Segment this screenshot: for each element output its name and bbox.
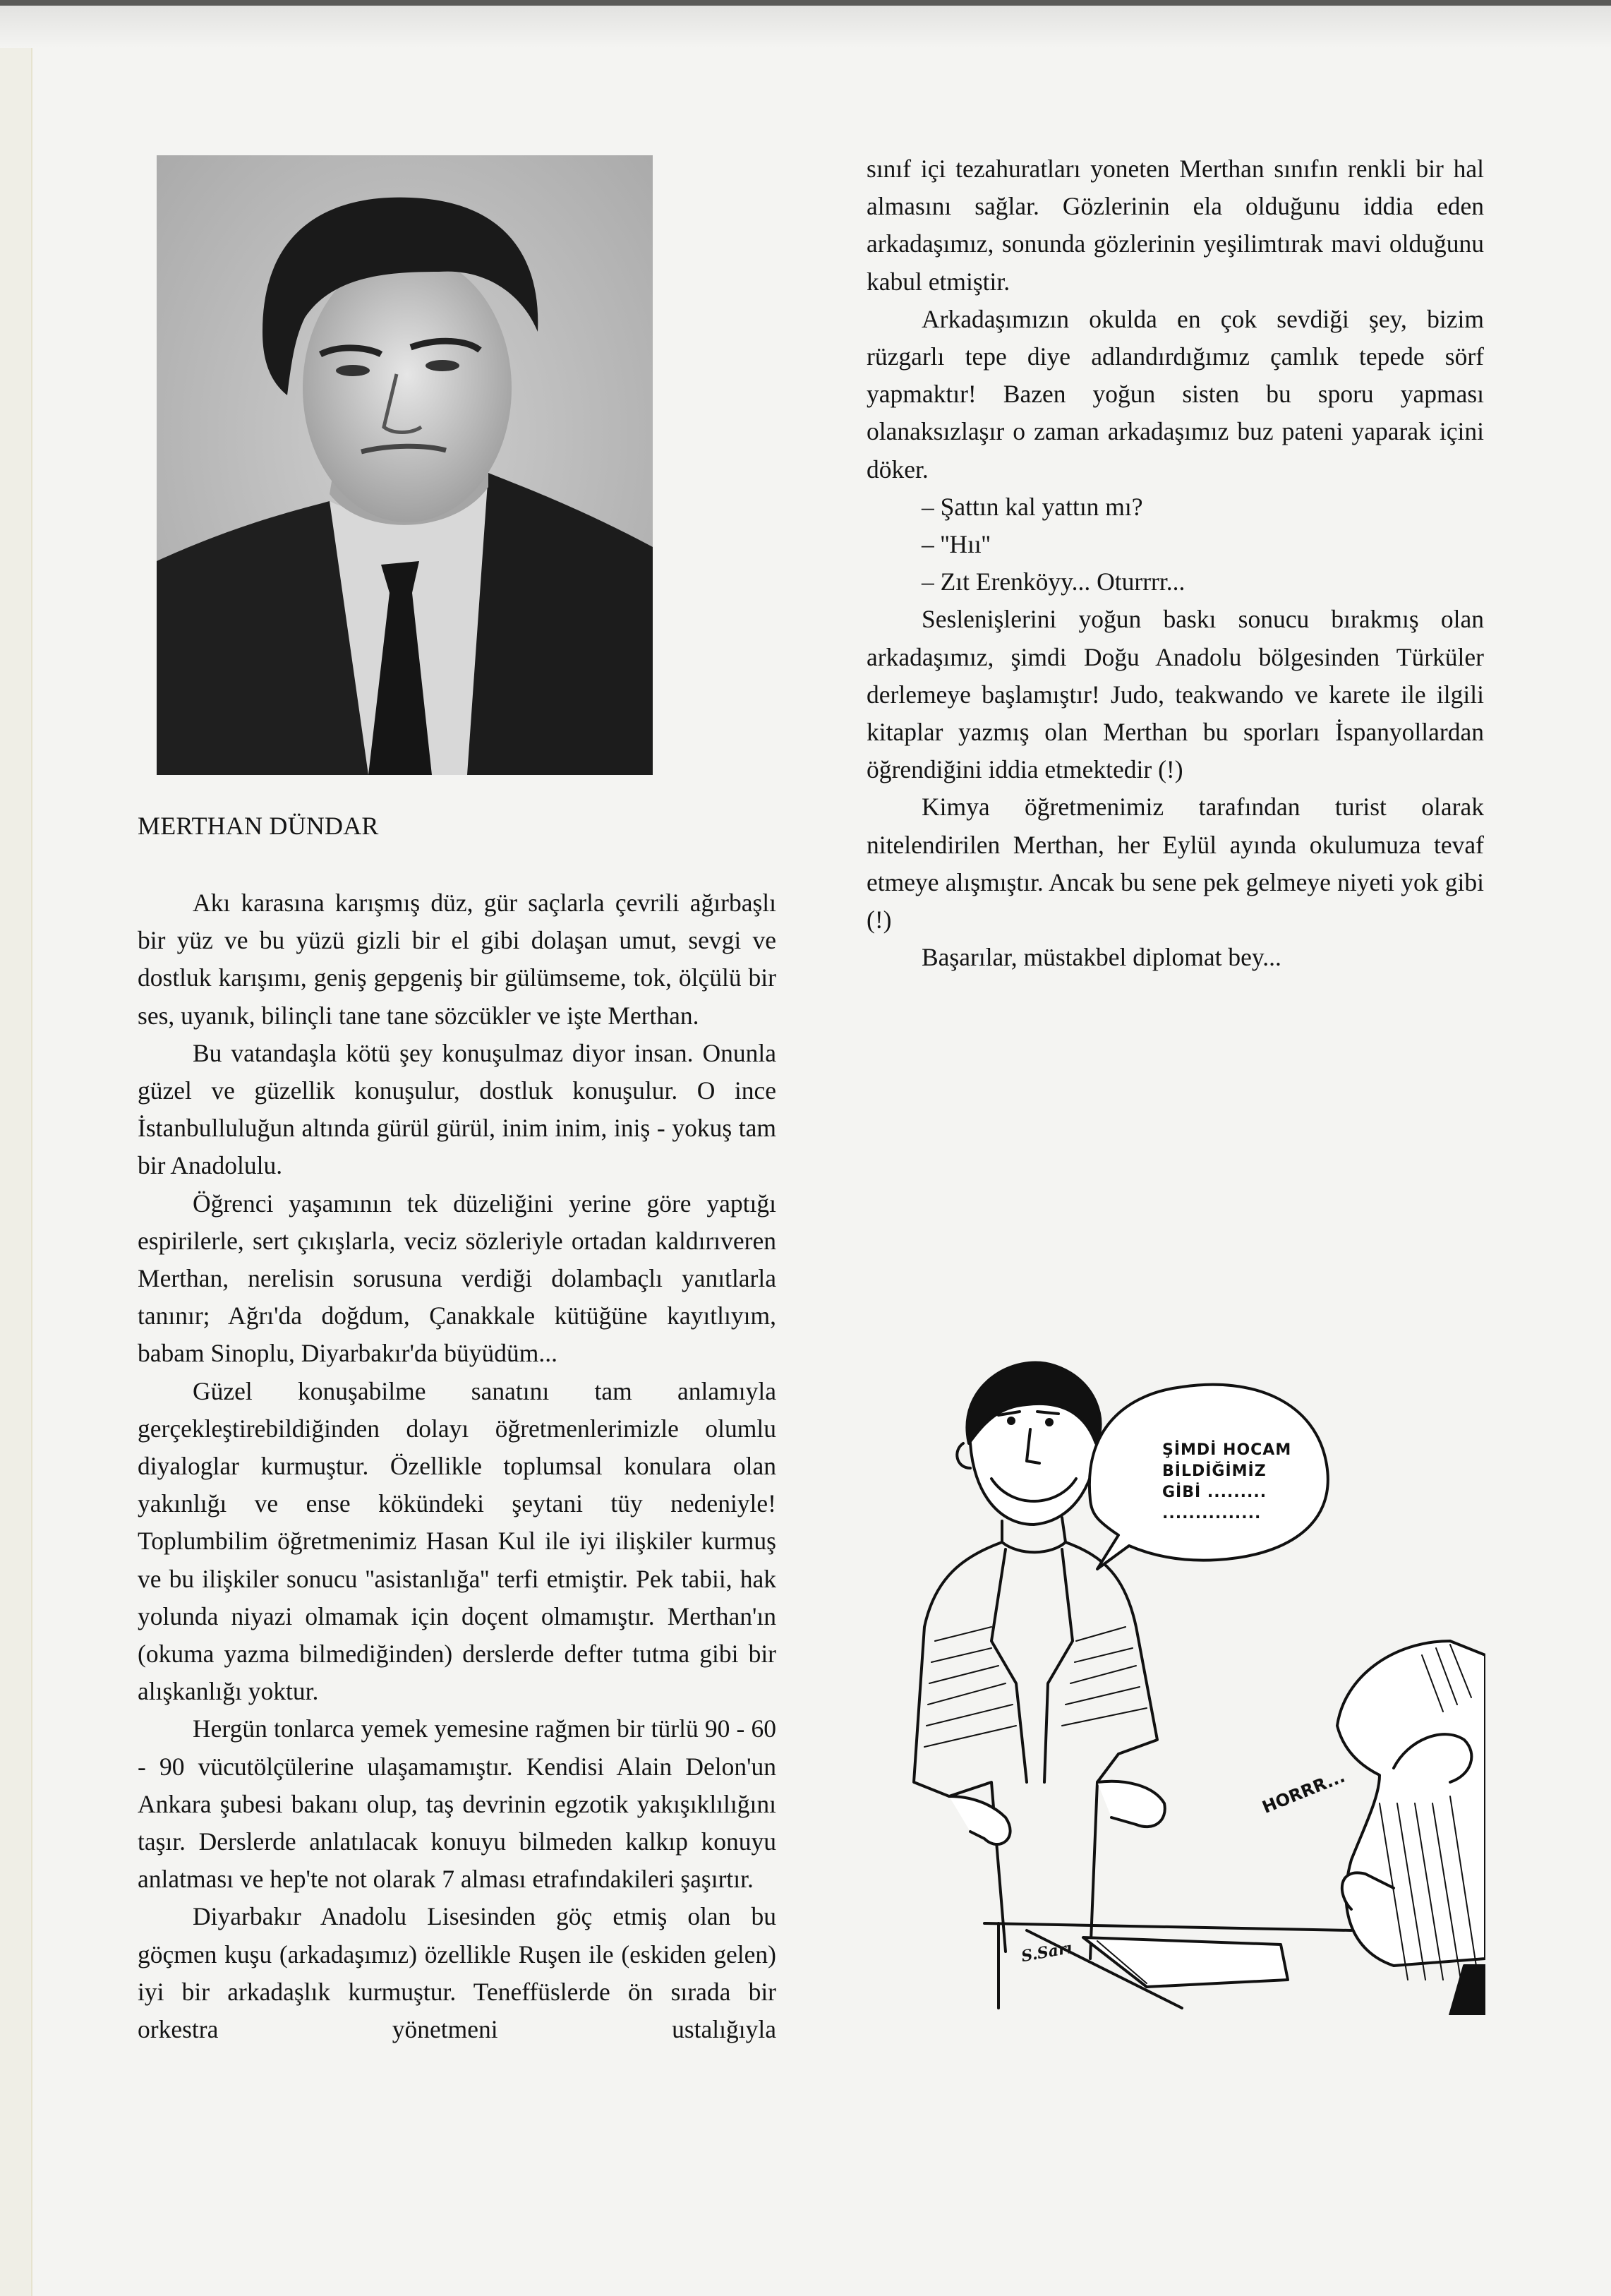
paragraph: Öğrenci yaşamının tek düzeliğini yerine göre yaptığı espirilerle, sert çıkışlarla, veciz sözleriyle ortadan kaldırıveren Merthan, nerelisin sorusuna verdiği dolambaçlı yanıtlarla tanınır; Ağrı'da doğdum, Çanakkale kütüğüne kayıtlıyım, babam Sinoplu, Diyarbakır'da büyüdüm... [138, 1189, 776, 1368]
scan-top-edge [0, 0, 1611, 6]
paragraph: Güzel konuşabilme sanatını tam anlamıyla gerçekleştirebildiğinden dolayı öğretmenlerimizle olumlu diyaloglar kurmuştur. Özellikle toplumsal konulara olan yakınlığı ve ense kökündeki şeytani tüy nedeniyle! Toplumbilim öğretmenimiz Hasan Kul ile iyi ilişkiler kurmuş ve bu ilişkiler sonucu ''asistanlığa'' terfi etmiştir. Pek tabii, hak yolunda niyazi olmamak için doçent olmamıştır. Merthan'ın (okuma yazma bilmediğinden) derslerde defter tutma gibi bir alışkanlığı yoktur. [138, 1376, 776, 1706]
snore-sound-text: HORRR... [1259, 1766, 1348, 1817]
paragraph: sınıf içi tezahuratları yoneten Merthan sınıfın renkli bir hal almasını sağlar. Gözlerinin ela olduğunu iddia eden arkadaşımız, sonunda gözlerinin yeşilimtırak mavi olduğunu kabul etmiştir. [867, 155, 1484, 296]
closing-line: Başarılar, müstakbel diplomat bey... [922, 943, 1281, 972]
dialogue-line: – Zıt Erenköyy... Oturrrr... [922, 567, 1185, 596]
paragraph: Diyarbakır Anadolu Lisesinden göç etmiş olan bu göçmen kuşu (arkadaşımız) özellikle Ruşen ile (eskiden gelen) iyi bir arkadaşlık kurmuştur. Teneffüslerde ön sırada bir orkestra yönetmeni ustalığıyla [138, 1902, 776, 2044]
speech-line: BİLDİĞİMİZ [1162, 1462, 1267, 1480]
paragraph: Akı karasına karışmış düz, gür saçlarla çevrili ağırbaşlı bir yüz ve bu yüzü gizli bir el gibi dolaşan umut, sevgi ve dostluk karışımı, geniş gepgeniş bir gülümseme, tok, ölçülü bir ses, uyanık, bilinçli tane tane sözcükler ve işte Merthan. [138, 889, 776, 1030]
left-column [138, 805, 776, 2048]
speech-line: ............... [1162, 1505, 1262, 1522]
page-margin [0, 0, 31, 2296]
paragraph: Bu vatandaşla kötü şey konuşulmaz diyor insan. Onunla güzel ve güzellik konuşulur, dostluk konuşulur. O ince İstanbulluluğun altında gürül gürül, inim inim, iniş - yokuş tam bir Anadolulu. [138, 1038, 776, 1180]
paragraph: Kimya öğretmenimiz tarafından turist olarak nitelendirilen Merthan, her Eylül ayında okulumuza tevaf etmeye alışmıştır. Ancak bu sene pek gelmeye niyeti yok gibi (!) [867, 793, 1484, 934]
portrait-image-icon [157, 155, 653, 775]
portrait-photo [157, 155, 653, 775]
artist-signature: S.Sarı [1020, 1938, 1074, 1966]
paragraph: Seslenişlerini yoğun baskı sonucu bırakmış olan arkadaşımız, şimdi Doğu Anadolu bölgesinden Türküler derlemeye başlamıştır! Judo, teakwando ve karete ile ilgili kitaplar yazmış olan Merthan bu sporları İspanyollardan öğrendiğini iddia etmektedir (!) [867, 605, 1484, 784]
speech-line: ŞİMDİ HOCAM [1162, 1441, 1292, 1459]
dialogue-line: – Şattın kal yattın mı? [922, 492, 1143, 521]
speech-bubble-text [1162, 1440, 1332, 1525]
paragraph: Hergün tonlarca yemek yemesine rağmen bir türlü 90 - 60 - 90 vücutölçülerine ulaşamamıştır. Kendisi Alain Delon'un Ankara şubesi bakanı olup, taş devrinin egzotik yakışıklılığını taşır. Derslerde anlatılacak konuyu bilmeden kalkıp konuyu anlatması ve hep'te not olarak 7 alması etrafındakileri şaşırtır. [138, 1714, 776, 1894]
person-name-heading: MERTHAN DÜNDAR [138, 812, 379, 840]
scan-top-shadow [0, 6, 1611, 48]
paragraph: Arkadaşımızın okulda en çok sevdiği şey, bizim rüzgarlı tepe diye adlandırdığımız çamlık tepede sörf yapmaktır! Bazen yoğun sisten bu sporu yapması olanaksızlaşır o zaman arkadaşımız buz pateni yaparak içini döker. [867, 304, 1484, 483]
dialogue-line: – ''Hıı'' [922, 530, 991, 559]
speech-line: GİBİ ......... [1162, 1484, 1267, 1501]
binding-line [31, 0, 32, 2296]
right-column [867, 150, 1484, 976]
